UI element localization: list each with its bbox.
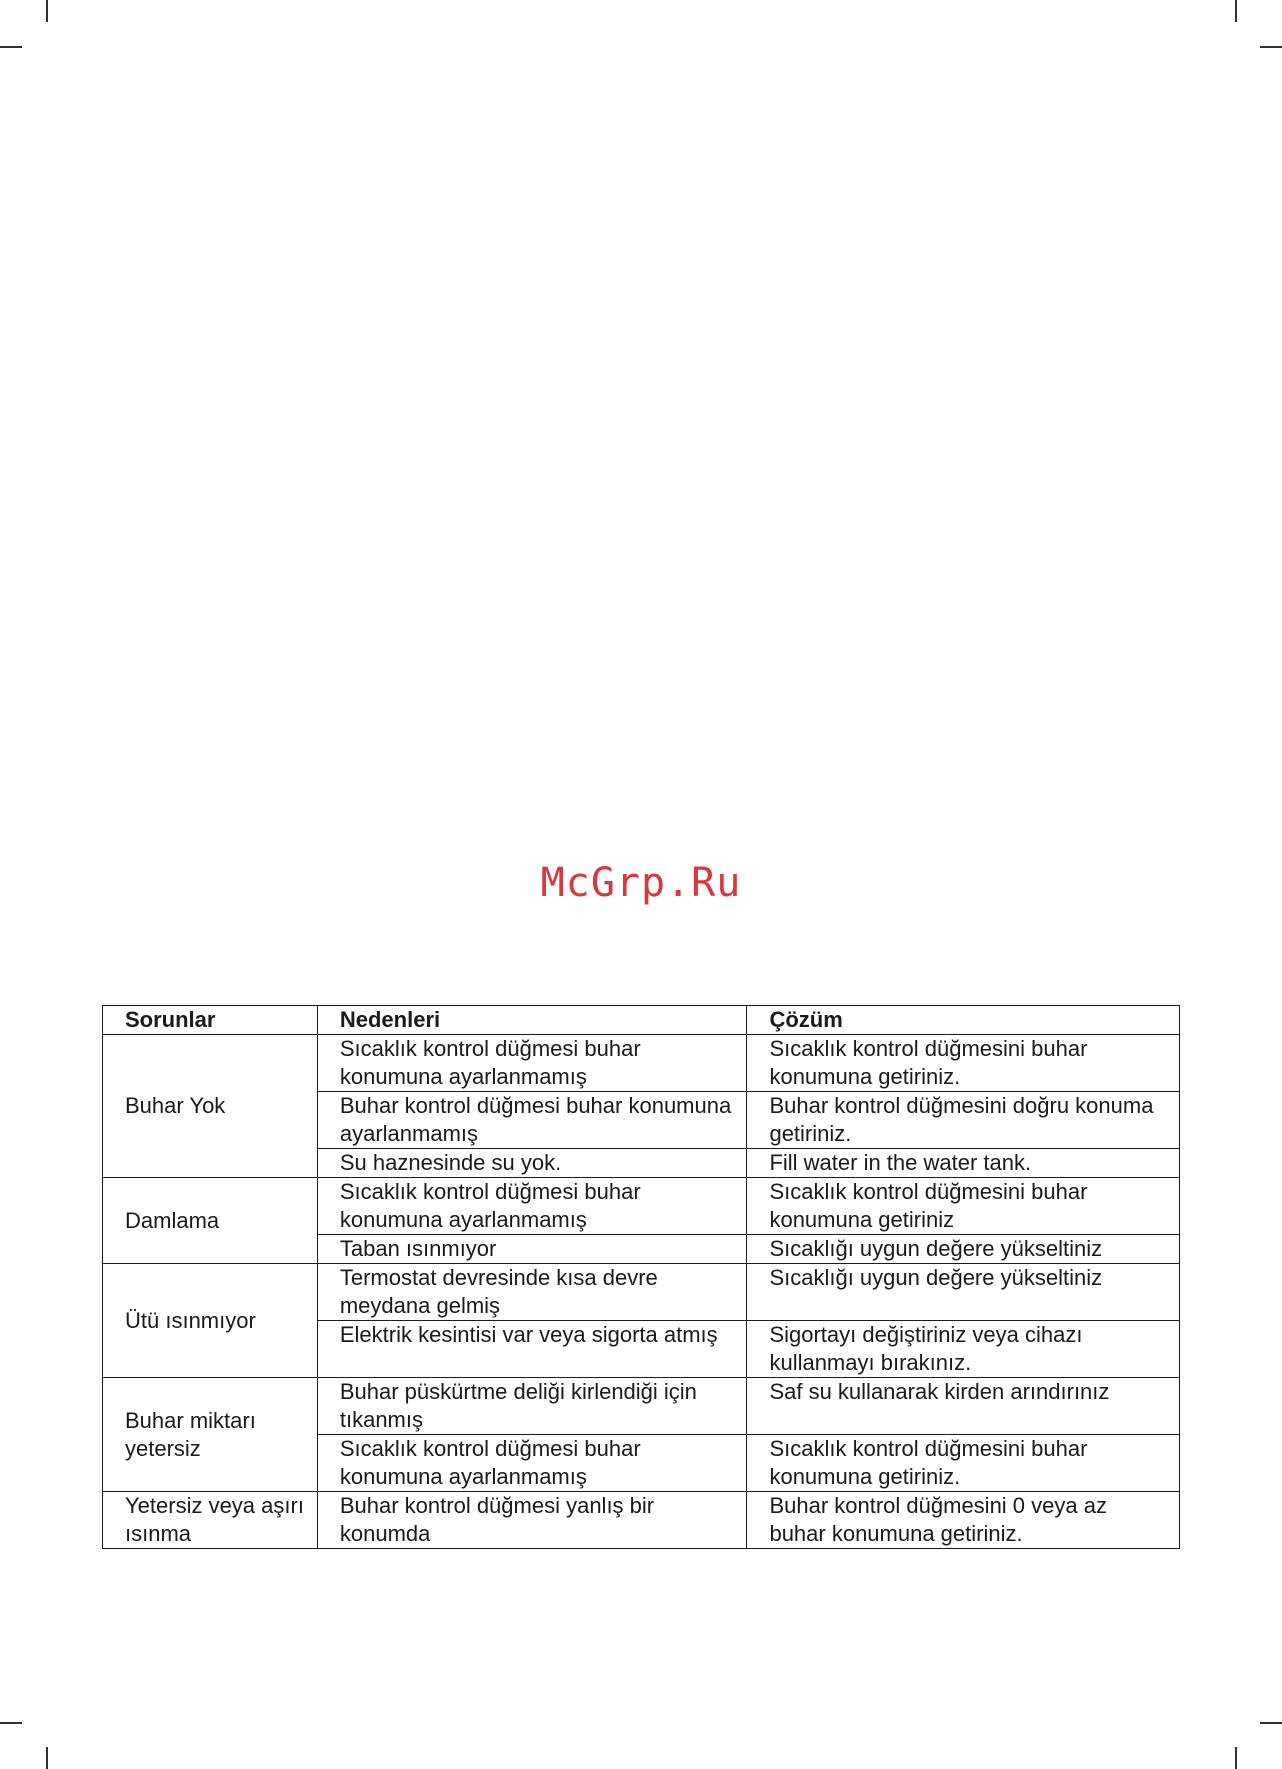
cause-cell: Elektrik kesintisi var veya sigorta atmış xyxy=(317,1321,747,1378)
problem-cell: Ütü ısınmıyor xyxy=(103,1264,318,1378)
watermark: McGrp.Ru xyxy=(540,860,742,906)
crop-mark xyxy=(1235,0,1237,22)
table-row xyxy=(103,1178,1180,1235)
crop-mark xyxy=(0,1722,22,1724)
solution-cell: Sıcaklık kontrol düğmesini buhar konumuna getiriniz. xyxy=(747,1035,1180,1092)
solution-cell: Sigortayı değiştiriniz veya cihazı kullanmayı bırakınız. xyxy=(747,1321,1180,1378)
solution-cell: Saf su kullanarak kirden arındırınız xyxy=(747,1378,1180,1435)
solution-cell: Buhar kontrol düğmesini 0 veya az buhar konumuna getiriniz. xyxy=(747,1492,1180,1549)
solution-cell: Buhar kontrol düğmesini doğru konuma getiriniz. xyxy=(747,1092,1180,1149)
cause-cell: Sıcaklık kontrol düğmesi buhar konumuna ayarlanmamış xyxy=(317,1035,747,1092)
problem-cell: Buhar Yok xyxy=(103,1035,318,1178)
table-row xyxy=(103,1035,1180,1092)
problem-cell: Yetersiz veya aşırı ısınma xyxy=(103,1492,318,1549)
crop-mark xyxy=(1260,1722,1282,1724)
solution-cell: Sıcaklığı uygun değere yükseltiniz xyxy=(747,1264,1180,1321)
troubleshooting-table xyxy=(102,1005,1180,1549)
problem-cell: Damlama xyxy=(103,1178,318,1264)
solution-cell: Sıcaklığı uygun değere yükseltiniz xyxy=(747,1235,1180,1264)
cause-cell: Termostat devresinde kısa devre meydana gelmiş xyxy=(317,1264,747,1321)
crop-mark xyxy=(46,0,48,22)
cause-cell: Taban ısınmıyor xyxy=(317,1235,747,1264)
table-row xyxy=(103,1492,1180,1549)
table-row xyxy=(103,1264,1180,1321)
cause-cell: Su haznesinde su yok. xyxy=(317,1149,747,1178)
crop-mark xyxy=(46,1747,48,1769)
cause-cell: Buhar püskürtme deliği kirlendiği için tıkanmış xyxy=(317,1378,747,1435)
header-causes: Nedenleri xyxy=(317,1006,747,1035)
header-problems: Sorunlar xyxy=(103,1006,318,1035)
header-solution: Çözüm xyxy=(747,1006,1180,1035)
crop-mark xyxy=(0,46,22,48)
cause-cell: Buhar kontrol düğmesi yanlış bir konumda xyxy=(317,1492,747,1549)
crop-mark xyxy=(1235,1747,1237,1769)
cause-cell: Sıcaklık kontrol düğmesi buhar konumuna ayarlanmamış xyxy=(317,1178,747,1235)
solution-cell: Sıcaklık kontrol düğmesini buhar konumuna getiriniz xyxy=(747,1178,1180,1235)
table-row xyxy=(103,1378,1180,1435)
cause-cell: Sıcaklık kontrol düğmesi buhar konumuna ayarlanmamış xyxy=(317,1435,747,1492)
crop-mark xyxy=(1260,46,1282,48)
problem-cell: Buhar miktarı yetersiz xyxy=(103,1378,318,1492)
solution-cell: Fill water in the water tank. xyxy=(747,1149,1180,1178)
solution-cell: Sıcaklık kontrol düğmesini buhar konumuna getiriniz. xyxy=(747,1435,1180,1492)
table-header-row xyxy=(103,1006,1180,1035)
cause-cell: Buhar kontrol düğmesi buhar konumuna ayarlanmamış xyxy=(317,1092,747,1149)
